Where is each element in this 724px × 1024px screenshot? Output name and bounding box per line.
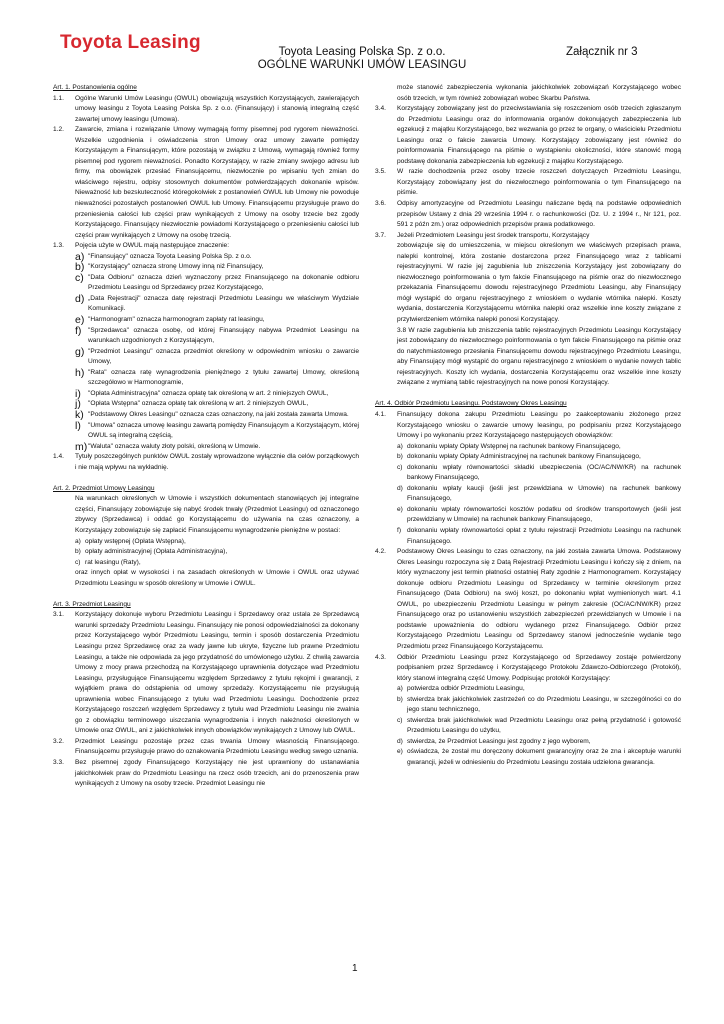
list-item: c) "Data Odbioru" oznacza dzień wyznaczony przez Finansującego na dokonanie odbioru Przedmiotu Leasingu od Sprzedawcy przez Korzystającego, — [75, 271, 359, 292]
list-item: a) potwierdza odbiór Przedmiotu Leasingu, — [397, 685, 525, 693]
paragraph-3-8: 3.8 W razie zagubienia lub zniszczenia tablic rejestracyjnych Przedmiotu Leasingu Korzystający jest zobowiązany do niezwłocznego poinformowania o tym fakcie Finansującego na piśmie oraz do natychmiastowego przesłania Finansującemu dowodu rejestracyjnego Przedmiotu Leasingu, aby Finansujący mógł wystąpić do organu rejestracyjnego z wnioskiem o wydanie nowych tablic rejestracyjnych. Koszty ich wydania, dostarczenia Korzystającemu oraz wszelkie inne koszty związane z wymianą tablic rejestracyjnych na nowe ponosi Korzystający. — [397, 326, 681, 387]
list-item: e) dokonaniu wpłaty równowartości kosztów podatku od środków transportowych (jeśli jest przewidziany w Umowie) na rachunek bankowy Finansującego, — [397, 505, 681, 524]
list-item: m) "Waluta" oznacza waluty złoty polski, określoną w Umowie. — [75, 440, 261, 453]
paragraph-3-1: 3.1. Korzystający dokonuje wyboru Przedmiotu Leasingu i Sprzedawcy oraz ustala ze Sprzedawcą warunki sprzedaży Przedmiotu Leasingu. Finansujący nie ponosi odpowiedzialności za dokonany przez Korzystającego wybór Przedmiotu Leasingu, termin i sposób dostarczenia Przedmiotu Leasingu przez Sprzedawcę oraz za wady jawne lub ukryte, fizyczne lub prawne Przedmiotu Leasingu, a także nie odpowiada za jego przydatność do umówionego użytku. Z chwilą zawarcia Umowy z mocy prawa przechodzą na Korzystającego uprawnienia dotyczące wad Przedmiotu Leasingu, przysługujące Finansującemu względem Sprzedawcy z tytułu rękojmi i gwarancji, z wyjątkiem prawa do odstąpienia od umowy sprzedaży. Korzystającemu nie przysługują uprawnienia wobec Finansującego z tytułu wad Przedmiotu Leasingu. Dochodzenie przez Korzystającego roszczeń względem Sprzedawcy z tytułu wad Przedmiotu Leasingu nie zwalnia go z obowiązku terminowego uiszczania wynagrodzenia i innych należności określonych w Umowie oraz OWUL, ani z jakichkolwiek innych obowiązków wynikających z Umowy lub OWUL. — [53, 611, 359, 735]
list-item: k) "Podstawowy Okres Leasingu" oznacza czas oznaczony, na jaki została zawarta Umowa. — [75, 408, 349, 421]
paragraph-1-4: 1.4. Tytuły poszczególnych punktów OWUL zostały wprowadzone wyłącznie dla celów porządkowych i nie mają wpływu na wykładnię. — [53, 453, 359, 471]
art3-heading: Art. 3. Przedmiot Leasingu — [53, 600, 131, 608]
paragraph-4-2: 4.2. Podstawowy Okres Leasingu to czas oznaczony, na jaki została zawarta Umowa. Podstawowy Okres Leasingu rozpoczyna się z Datą Rejestracji Przedmiotu Leasingu i kończy się z dniem, na który wyznaczony jest termin płatności ostatniej Raty zgodnie z Harmonogramem. Korzystający dokonuje odbioru Przedmiotu Leasingu od Sprzedawcy w terminie określonym przez Finansującego (Data Odbioru) na swój koszt, po dokonaniu wpłat wymienionych wart. 4.1 OWUL, po ubezpieczeniu Przedmiotu Leasingu w pełnym zakresie (OC/AC/NW/KR) przez Finansującego oraz po ustanowieniu wszystkich zabezpieczeń przewidzianych w Umowie i na podstawie upoważnienia do odbioru wydanego przez Finansującego. Odbiór przez Korzystającego Przedmiotu Leasingu od Sprzedawcy stanowi jednocześnie wydanie tego Przedmiotu przez Finansującego Korzystającemu. — [375, 548, 681, 650]
paragraph-3-7: 3.7. Jeżeli Przedmiotem Leasingu jest środek transportu, Korzystający — [375, 231, 590, 239]
list-item: i) "Opłata Administracyjna" oznacza opłatę tak określoną w art. 2 niniejszych OWUL, — [75, 387, 329, 400]
list-item: e) "Harmonogram" oznacza harmonogram zapłaty rat leasingu, — [75, 314, 265, 327]
toyota-leasing-logo: Toyota Leasing — [60, 32, 201, 53]
art4-heading: Art. 4. Odbiór Przedmiotu Leasingu. Podstawowy Okres Leasingu — [375, 400, 567, 408]
list-item: a) "Finansujący" oznacza Toyota Leasing Polska Sp. z o.o. — [75, 250, 252, 263]
list-item: c) rat leasingu (Raty), — [75, 558, 141, 566]
list-item: a) dokonaniu wpłaty Opłaty Wstępnej na rachunek bankowy Finansującego, — [397, 442, 621, 450]
list-item: d) „Data Rejestracji" oznacza datę rejestracji Przedmiotu Leasingu we właściwym Wydziale Komunikacji. — [75, 292, 359, 313]
paragraph-3-7-body: zobowiązuje się do umieszczenia, w miejscu określonym we właściwych przepisach prawa, nalepki kontrolnej, która zostanie dostarczona przez Finansującego wraz z tablicami rejestracyjnymi. W razie jej zagubienia lub zniszczenia Korzystający jest zobowiązany do niezwłocznego poinformowania o tym fakcie Finansującego na piśmie oraz do niezwłocznego przekazania Finansującemu dowodu rejestracyjnego Przedmiotu Leasingu, aby Finansujący mógł wystąpić do organu rejestracyjnego z wnioskiem o wydanie wtórnika nalepki. Koszty wydania, dostarczenia Korzystającemu wtórnika nalepki oraz wszelkie inne koszty związane z przytwierdzeniem wtórnika nalepki ponosi Korzystający. — [397, 242, 681, 324]
list-item: a) opłaty wstępnej (Opłata Wstępna), — [75, 537, 186, 545]
art1-heading: Art. 1. Postanowienia ogólne — [53, 84, 137, 91]
list-item: d) dokonaniu wpłaty kaucji (jeśli jest przewidziana w Umowie) na rachunek bankowy Finansującego, — [397, 484, 681, 503]
list-item: g) "Przedmiot Leasingu" oznacza przedmiot określony w odpowiednim wniosku o zawarcie Umowy, — [75, 345, 359, 366]
paragraph-1-3: 1.3. Pojęcia użyte w OWUL mają następujące znaczenie: — [53, 242, 230, 250]
paragraph-1-1: 1.1. Ogólne Warunki Umów Leasingu (OWUL) obowiązują wszystkich Korzystających, zawierających umowy leasingu z Toyota Leasing Polska Sp. z o.o. (Finansujący) i stanowią integralną część zawartej umowy leasingu (Umowa). — [53, 94, 359, 123]
paragraph-3-4: 3.4. Korzystający zobowiązany jest do przeciwstawiania się roszczeniom osób trzecich zgłaszanym do Przedmiotu Leasingu oraz do informowania organów dokonujących zabezpieczenia lub egzekucji z majątku Korzystającego, bez wezwania go przez te organy, o właścicielu Przedmiotu Leasingu oraz o fakcie zawarcia Umowy. Korzystający zobowiązany jest również do poinformowania Finansującego na piśmie o wystąpieniu okoliczności, które stanowić mogą podstawę dokonania zabezpieczenia lub egzekucji z majątku Korzystającego. — [375, 105, 681, 165]
list-item: d) stwierdza, że Przedmiot Leasingu jest zgodny z jego wyborem, — [397, 737, 591, 745]
list-item: f) "Sprzedawca" oznacza osobę, od której Finansujący nabywa Przedmiot Leasingu na warunkach uzgodnionych z Korzystającym, — [75, 324, 359, 345]
document-title: OGÓLNE WARUNKI UMÓW LEASINGU — [257, 59, 467, 71]
paragraph-3-5: 3.5. W razie dochodzenia przez osoby trzecie roszczeń dotyczących Przedmiotu Leasingu, Korzystający zobowiązany jest do niezwłocznego poinformowania o tym Finansującego na piśmie. — [375, 168, 681, 197]
art2-outro: oraz innych opłat w wysokości i na zasadach określonych w Umowie i OWUL oraz używać Przedmiotu Leasingu w sposób określony w Umowie i OWUL. — [75, 569, 359, 587]
list-item: b) stwierdza brak jakichkolwiek zastrzeżeń co do Przedmiotu Leasingu, w szczególności co do jego stanu technicznego, — [397, 695, 681, 714]
list-item: h) "Rata" oznacza ratę wynagrodzenia pieniężnego z tytułu zawartej Umowy, określoną szczegółowo w Harmonogramie, — [75, 366, 359, 387]
company-name: Toyota Leasing Polska Sp. z o.o. — [278, 46, 446, 58]
paragraph-3-2: 3.2. Przedmiot Leasingu pozostaje przez czas trwania Umowy własnością Finansującego. Finansującemu przysługuje prawo do oznakowania Przedmiotu Leasingu według swego uznania. — [53, 737, 359, 756]
right-column — [375, 83, 681, 769]
paragraph-3-6: 3.6. Odpisy amortyzacyjne od Przedmiotu Leasingu naliczane będą na podstawie odpowiednich przepisów Ustawy z dnia 29 września 1994 r. o rachunkowości (Dz. U. z 1994 r., Nr 121, poz. 591 z późn zm.) oraz odpowiednich przepisów prawa podatkowego. — [375, 200, 681, 229]
paragraph-4-1: 4.1. Finansujący dokona zakupu Przedmiotu Leasingu po zaakceptowaniu złożonego przez Korzystającego wniosku o zawarcie umowy leasingu, po podpisaniu przez Korzystającego Umowy i po wykonaniu przez Korzystającego następujących obowiązków: — [375, 410, 681, 440]
list-item: b) "Korzystający" oznacza stronę Umowy inną niż Finansujący, — [75, 261, 264, 274]
list-item: c) dokonaniu wpłaty równowartości składki ubezpieczenia (OC/AC/NW/KR) na rachunek bankowy Finansującego, — [397, 463, 681, 482]
list-item: j) "Opłata Wstępna" oznacza opłatę tak określoną w art. 2 niniejszych OWUL, — [75, 398, 309, 411]
paragraph-4-3: 4.3. Odbiór Przedmiotu Leasingu przez Korzystającego od Sprzedawcy zostaje potwierdzony podpisaniem przez Sprzedawcę i Korzystającego Protokołu Zdawczo-Odbiorczego (Protokół), który stanowi integralną część Umowy. Podpisując protokół Korzystający: — [375, 653, 681, 682]
list-item: e) oświadcza, że został mu doręczony dokument gwarancyjny oraz że zna i akceptuje warunki gwarancji, jeżeli w odniesieniu do Przedmiotu Leasingu została udzielona gwarancja. — [397, 748, 681, 766]
list-item: b) dokonaniu wpłaty Opłaty Administracyjnej na rachunek bankowy Finansującego, — [397, 453, 641, 461]
art2-heading: Art. 2. Przedmiot Umowy Leasingu — [53, 484, 155, 492]
paragraph-3-3-continued: może stanowić zabezpieczenia wykonania jakichkolwiek zobowiązań Korzystającego wobec osób trzecich, w tym również zobowiązań wobec Skarbu Państwa. — [397, 84, 681, 102]
page-number: 1 — [352, 963, 358, 974]
annex-label: Załącznik nr 3 — [566, 46, 638, 58]
left-column — [53, 83, 359, 790]
list-item: f) dokonaniu wpłaty równowartości opłat z tytułu rejestracji Przedmiotu Leasingu na rachunek Finansującego. — [397, 526, 681, 545]
list-item: c) stwierdza brak jakichkolwiek wad Przedmiotu Leasingu oraz pełną przydatność i gotowość Przedmiotu Leasingu do użytku, — [397, 716, 681, 735]
list-item: l) "Umowa" oznacza umowę leasingu zawartą pomiędzy Finansującym a Korzystającym, której OWUL są integralną częścią, — [75, 419, 359, 440]
art2-intro: Na warunkach określonych w Umowie i wszystkich dokumentach stanowiących jej integralne części, Finansujący zobowiązuje się nabyć środek trwały (Przedmiot Leasingu) od oznaczonego zbywcy (Sprzedawca) i oddać go Korzystającemu do używania na czas oznaczony, a Korzystający zobowiązuje się zapłacić Finansującemu wynagrodzenie pieniężne w postaci: — [75, 495, 359, 534]
paragraph-1-2: 1.2. Zawarcie, zmiana i rozwiązanie Umowy wymagają formy pisemnej pod rygorem nieważności. Wszelkie uzgodnienia i oświadczenia stron Umowy oraz umowy zawarte pomiędzy Korzystającym a Finansującym, które pozostają w związku z Umową, wymagają również formy pisemnej pod rygorem nieważności. Ponadto Korzystający, w razie zmiany swojego adresu lub firmy, ma obowiązek przesłać Finansującemu, niezwłocznie po wpisaniu tych zmian do właściwego rejestru, odpisy stosownych dokumentów potwierdzających dokonanie wpisów. Nieważność lub bezskuteczność któregokolwiek z postanowień OWUL lub Umowy nie powoduje nieważności pozostałych postanowień OWUL lub Umowy. Finansującemu przysługuje prawo do przeniesienia całości lub części praw wynikających z Umowy na osoby trzecie bez zgody Korzystającego. Finansujący niezwłocznie powiadomi Korzystającego o przeniesieniu całości lub części praw wynikających z Umowy na osobę trzecią. — [53, 126, 359, 239]
paragraph-3-3: 3.3. Bez pisemnej zgody Finansującego Korzystający nie jest uprawniony do ustanawiania jakichkolwiek praw do Przedmiotu Leasingu na rzecz osób trzecich, ani do przenoszenia praw wynikających z Umowy na osoby trzecie. Przedmiot Leasingu nie — [53, 759, 359, 788]
list-item: b) opłaty administracyjnej (Opłata Administracyjna), — [75, 548, 228, 556]
definitions-list — [53, 252, 359, 452]
